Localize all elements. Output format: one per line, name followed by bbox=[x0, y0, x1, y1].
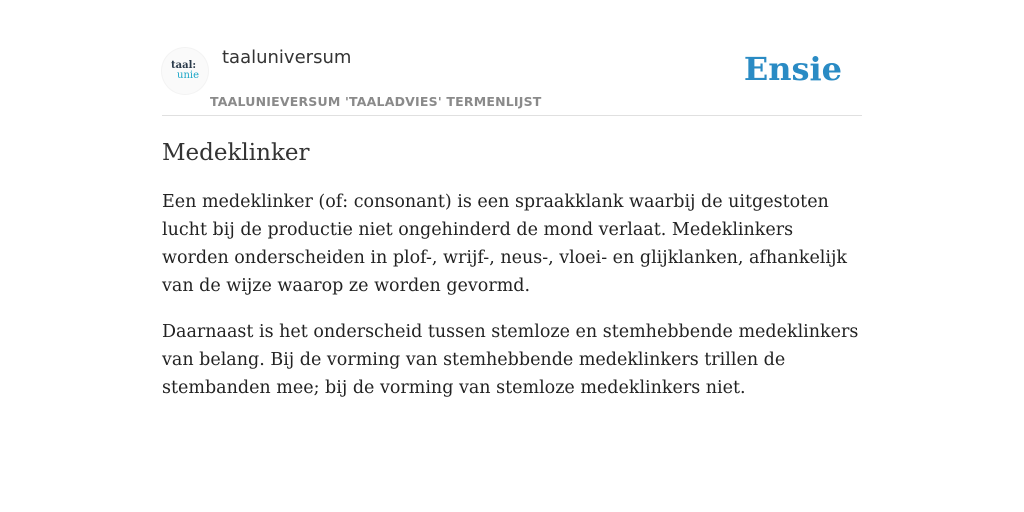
ensie-logo[interactable]: Ensie bbox=[743, 50, 842, 88]
entry-title: Medeklinker bbox=[162, 140, 310, 166]
logo-text-taal: taal: bbox=[171, 60, 197, 71]
entry-paragraph-1: Een medeklinker (of: consonant) is een spraakklank waarbij de uitgestoten lucht bij de productie niet ongehinderd de mond verlaat. Medeklinkers worden onderscheiden in plof-, wrijf-, neus-, vloei- en glijklanken, afhankelijk van de wijze waarop ze worden gevormd. bbox=[162, 192, 848, 296]
term-list-link[interactable]: TAALUNIEVERSUM 'TAALADVIES' TERMENLIJST bbox=[210, 94, 542, 109]
entry-paragraph-2: Daarnaast is het onderscheid tussen stemloze en stemhebbende medeklinkers van belang. Bij de vorming van stemhebbende medeklinkers trillen de stembanden mee; bij de vorming van stemloze medeklinkers niet. bbox=[162, 322, 859, 398]
entry-header bbox=[162, 40, 862, 116]
entry-card bbox=[162, 40, 862, 402]
taalunie-logo[interactable] bbox=[162, 48, 208, 94]
source-name-link[interactable]: taaluniversum bbox=[222, 47, 352, 68]
logo-text-unie: unie bbox=[177, 70, 199, 81]
